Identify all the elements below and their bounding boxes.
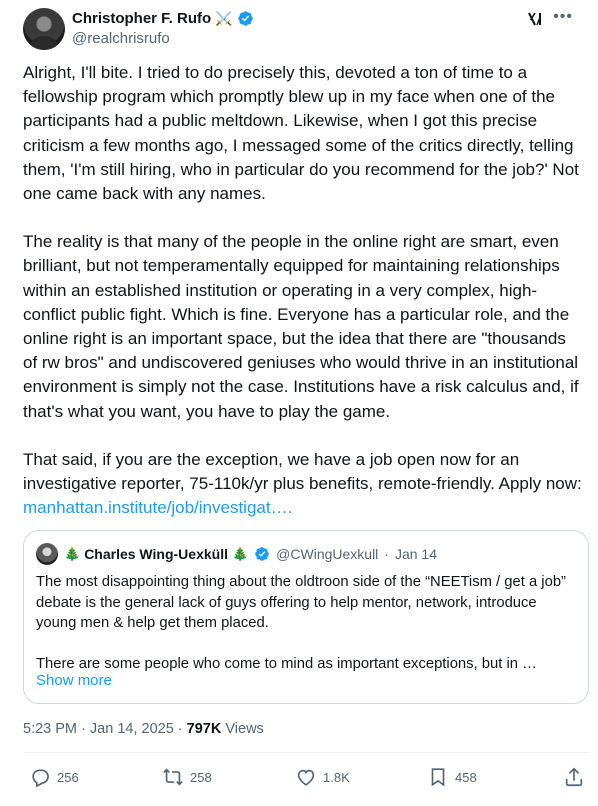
share-icon [563,766,585,788]
tweet-meta [23,721,264,737]
quoted-tweet-text [36,572,576,674]
tweet-paragraph-1: Alright, I'll bite. I tried to do precisely this, devoted a ton of time to a fellowship program which promptly blew up in my face when one of the participants had a public meltdown. Likewise, when I got this precise criticism a few months ago, I messaged some of the critics directly, telling them, 'I'm still hiring, who in particular do you recommend for the job?' Not one came back with any names. [23,63,579,204]
reply-button[interactable] [29,766,79,788]
bookmark-count: 458 [455,769,477,785]
repost-icon [162,766,184,788]
author-handle[interactable]: @realchrisrufo [72,30,170,47]
author-name-row [72,10,254,27]
dot-separator: · [384,546,389,562]
tweet-paragraph-3-text: That said, if you are the exception, we have a job open now for an investigative reporter, 75-110k/yr plus benefits, remote-friendly. Apply now: [23,449,582,494]
heart-icon [295,766,317,788]
views-label: Views [225,721,264,737]
repost-button[interactable] [162,766,212,788]
bookmark-icon [427,766,449,788]
show-more-link[interactable]: Show more [36,672,112,689]
views-count: 797K [186,721,222,737]
author-display-name[interactable]: Christopher F. Rufo [72,10,212,27]
quoted-tweet-header [36,543,437,565]
share-button[interactable] [563,766,585,788]
christmas-tree-emoji: 🎄 [64,546,81,562]
dot-separator: · [177,721,183,737]
tweet-text [23,61,583,520]
quoted-paragraph-1: The most disappointing thing about the oldtroon side of the “NEETism / get a job” debate is the general lack of guys offering to help mentor, network, introduce young men & help get them placed. [36,574,566,631]
author-avatar[interactable] [23,8,65,50]
verified-badge-icon[interactable] [237,10,254,27]
christmas-tree-emoji: 🎄 [231,546,249,562]
tweet-paragraph-2: The reality is that many of the people in the online right are smart, even brilliant, but not temperamentally equipped for maintaining relationships within an established institution or operating in a very complex, high-conflict public fight. Which is fine. Everyone has a particular role, and the online right is an important space, but the idea that there are "thousands of rw bros" and undiscovered geniuses who would thrive in an institutional environment is simply not the case. Institutions have a risk calculus and, if that's what you want, you have to play the game. [23,232,579,421]
quoted-paragraph-2: There are some people who come to mind as important exceptions, but in … [36,655,537,672]
tweet-paragraph-3 [23,448,583,521]
tweet-date[interactable]: Jan 14, 2025 [89,721,174,737]
grok-icon[interactable] [527,11,543,27]
quoted-author-name: Charles Wing-Uexküll [84,546,228,562]
verified-badge-icon [254,546,270,562]
repost-count: 258 [190,769,212,785]
reply-icon [29,766,51,788]
quoted-tweet[interactable] [23,530,589,704]
like-button[interactable] [295,766,350,788]
job-link[interactable]: manhattan.institute/job/investigat…. [23,498,293,518]
tweet-time[interactable]: 5:23 PM [23,721,77,737]
like-count: 1.8K [323,769,350,785]
more-options-icon[interactable]: ••• [553,8,573,25]
reply-count: 256 [57,769,79,785]
quoted-tweet-date: Jan 14 [394,546,438,562]
quoted-author-avatar [36,543,58,565]
bookmark-button[interactable] [427,766,477,788]
tweet-header [23,8,583,50]
dot-separator: · [81,721,86,737]
divider [23,752,589,753]
quoted-author-handle: @CWingUexkull [276,546,379,562]
crossed-swords-emoji: ⚔️ [215,10,233,27]
action-bar [23,766,589,796]
